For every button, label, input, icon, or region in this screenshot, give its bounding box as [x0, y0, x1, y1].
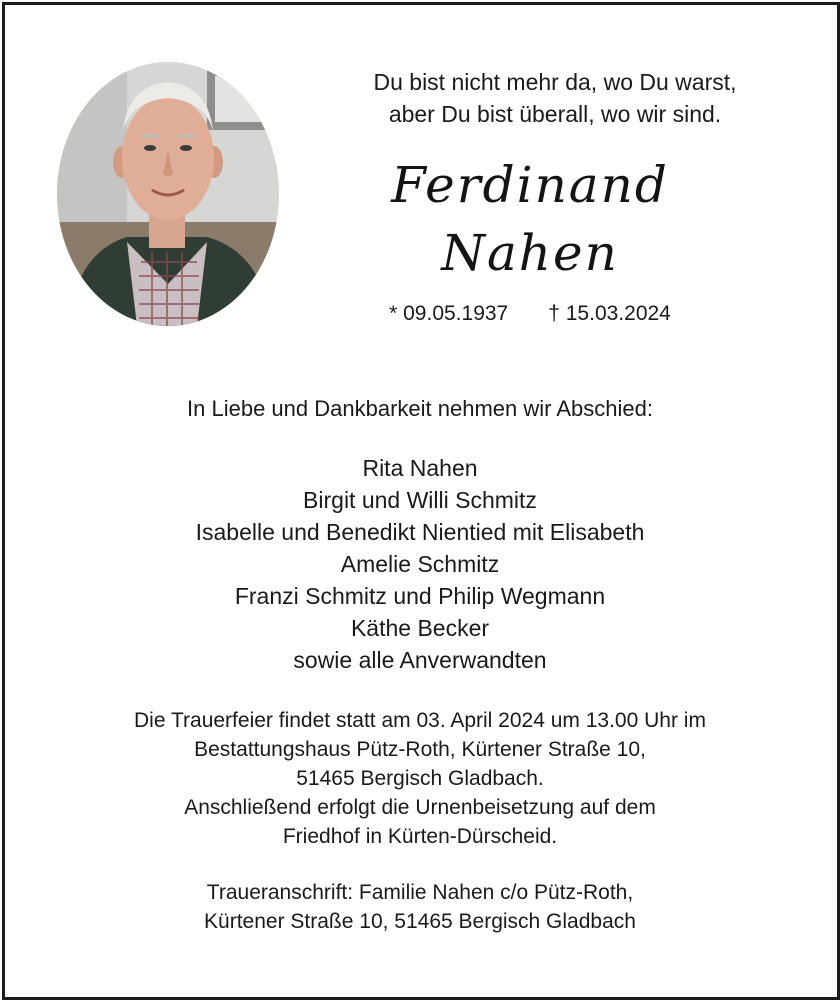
life-dates [300, 302, 760, 326]
mourner-name: Birgit und Willi Schmitz [303, 487, 537, 513]
mourners-list [5, 452, 835, 676]
ceremony-details [5, 706, 835, 851]
birth-date: * 09.05.1937 [389, 302, 509, 325]
mourner-name: Isabelle und Benedikt Nientied mit Elisabeth [195, 519, 645, 545]
death-date: † 15.03.2024 [548, 302, 671, 325]
ceremony-line: Bestattungshaus Pütz-Roth, Kürtener Straße 10, [194, 738, 646, 761]
deceased-first-name: Ferdinand [391, 156, 669, 214]
farewell-heading: In Liebe und Dankbarkeit nehmen wir Abschied: [187, 396, 653, 421]
mourner-name: Rita Nahen [362, 455, 478, 481]
ceremony-line: 51465 Bergisch Gladbach. [296, 767, 544, 790]
ceremony-line: Anschließend erfolgt die Urnenbeisetzung auf dem [184, 796, 656, 819]
memorial-quote [300, 66, 810, 130]
ceremony-line: Friedhof in Kürten-Dürscheid. [282, 825, 558, 848]
mourner-name: sowie alle Anverwandten [293, 647, 547, 673]
address-line: Kürtener Straße 10, 51465 Bergisch Gladbach [204, 910, 636, 933]
portrait-photo [57, 62, 279, 326]
mourner-name: Franzi Schmitz und Philip Wegmann [234, 583, 606, 609]
ceremony-line: Die Trauerfeier findet statt am 03. April 2024 um 13.00 Uhr im [134, 709, 706, 732]
quote-line: Du bist nicht mehr da, wo Du warst, [373, 69, 737, 95]
mourner-name: Amelie Schmitz [340, 551, 500, 577]
deceased-last-name: Nahen [441, 224, 619, 282]
mourning-address [5, 878, 835, 936]
address-line: Traueranschrift: Familie Nahen c/o Pütz-Roth, [206, 881, 634, 904]
mourner-name: Käthe Becker [350, 615, 490, 641]
quote-line: aber Du bist überall, wo wir sind. [388, 101, 722, 127]
